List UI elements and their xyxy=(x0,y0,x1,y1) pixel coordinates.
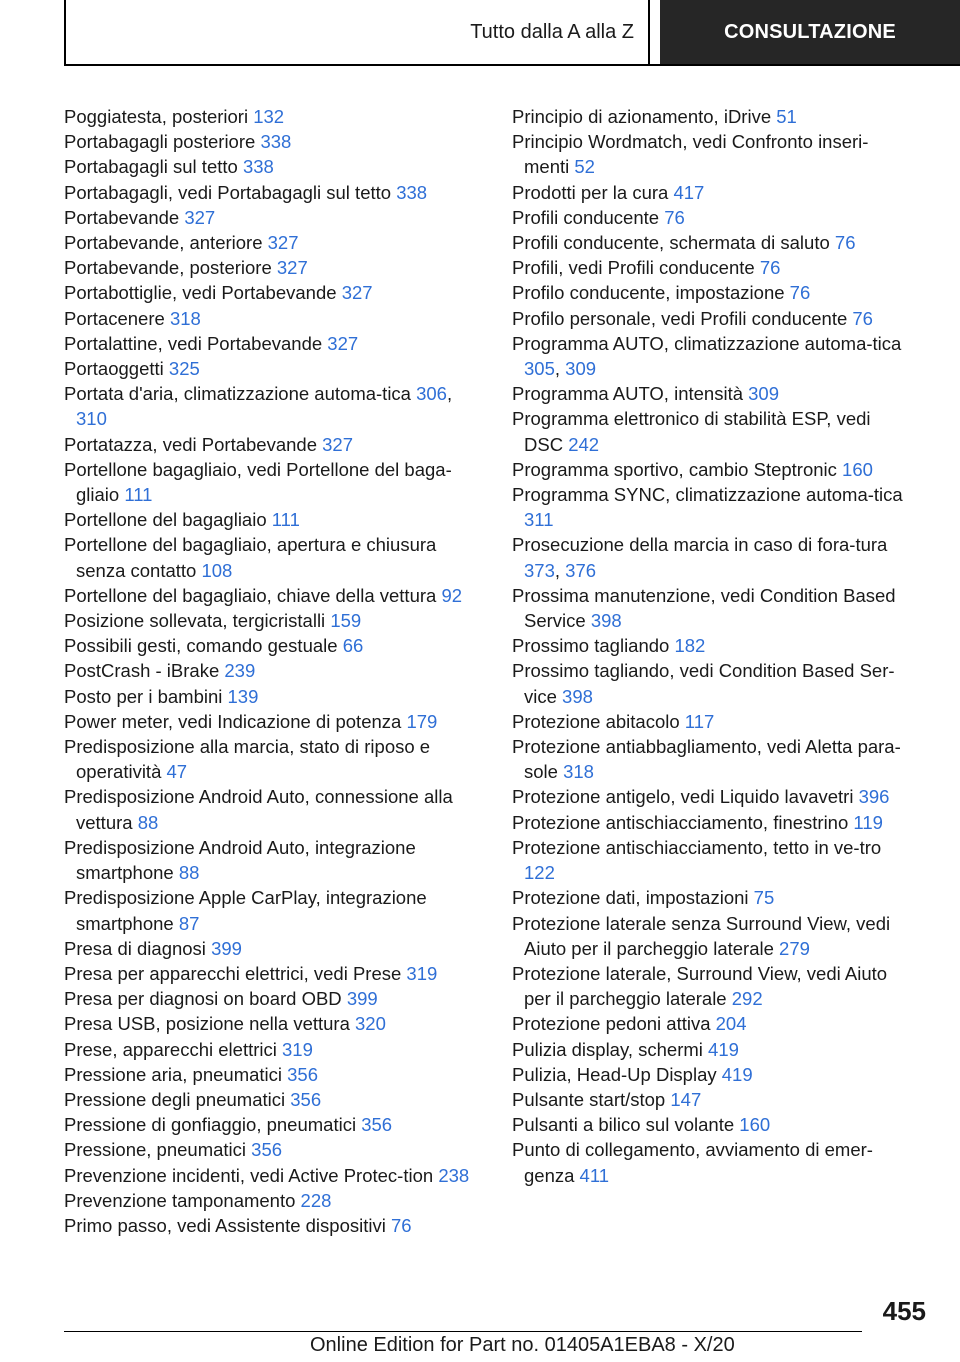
index-entry xyxy=(64,180,476,205)
index-entry-term: Predisposizione Apple CarPlay, integrazione smartphone xyxy=(64,887,427,934)
index-entry-term: Possibili gesti, comando gestuale xyxy=(64,635,338,657)
page-reference-link[interactable]: 319 xyxy=(406,962,438,984)
page-reference-link[interactable]: 396 xyxy=(858,786,890,808)
index-entry-term: Portacenere xyxy=(64,307,165,329)
index-entry xyxy=(512,835,912,885)
index-entry xyxy=(64,583,476,608)
page-reference-link[interactable]: 309 xyxy=(565,358,597,380)
page-reference-link[interactable]: 327 xyxy=(322,433,354,455)
index-entry xyxy=(512,180,912,205)
index-entry-term: Presa per diagnosi on board OBD xyxy=(64,988,342,1010)
page-reference-link[interactable]: 327 xyxy=(341,282,373,304)
page-reference-link[interactable]: 399 xyxy=(211,937,242,959)
index-entry xyxy=(64,1163,476,1188)
index-entry xyxy=(64,532,476,582)
index-entry xyxy=(512,734,912,784)
index-entry-term: Prossimo tagliando, vedi Condition Based Ser-vice xyxy=(512,660,895,707)
page-reference-link[interactable]: 310 xyxy=(76,408,107,430)
page-reference-link[interactable]: 92 xyxy=(441,584,463,606)
index-entry-term: Presa USB, posizione nella vettura xyxy=(64,1013,350,1035)
header-chapter-tab: CONSULTAZIONE xyxy=(660,0,960,64)
index-entry-term: Pressione aria, pneumatici xyxy=(64,1063,282,1085)
index-entry-term: PostCrash - iBrake xyxy=(64,660,220,682)
index-entry xyxy=(512,583,912,633)
page-reference-link[interactable]: 76 xyxy=(789,282,811,304)
page-reference-link[interactable]: 132 xyxy=(253,106,285,127)
index-entry-term: Portellone del bagagliaio, chiave della vettura xyxy=(64,584,437,606)
index-entry xyxy=(512,457,912,482)
index-entry-term: Portabevande, anteriore xyxy=(64,232,263,254)
index-entry-term: Portabevande xyxy=(64,206,180,228)
index-entry xyxy=(64,885,476,935)
index-entry-term: Portabottiglie, vedi Portabevande xyxy=(64,282,337,304)
page-reference-link[interactable]: 239 xyxy=(224,660,256,682)
index-entry-term: Prevenzione tamponamento xyxy=(64,1189,296,1211)
page-reference-link[interactable]: 338 xyxy=(242,156,274,178)
index-entry-term: Pulsante start/stop xyxy=(512,1088,666,1110)
index-column-left xyxy=(64,104,476,1238)
footer-rule xyxy=(64,1331,862,1332)
index-entry-term: Programma SYNC, climatizzazione automa-tica xyxy=(512,484,903,506)
index-entry xyxy=(512,1037,912,1062)
page-reference-link[interactable]: 119 xyxy=(853,811,883,833)
page-reference-link[interactable]: 327 xyxy=(276,257,308,279)
index-entry-term: Portabagagli posteriore xyxy=(64,131,256,153)
index-entry-term: Programma elettronico di stabilità ESP, vedi DSC xyxy=(512,408,871,455)
index-entry-term: Programma sportivo, cambio Steptronic xyxy=(512,458,837,480)
index-entry-term: Primo passo, vedi Assistente dispositivi xyxy=(64,1214,386,1236)
index-entry-term: Principio di azionamento, iDrive xyxy=(512,106,772,127)
page-reference-link[interactable]: 87 xyxy=(178,912,200,934)
page-reference-link[interactable]: 51 xyxy=(776,106,797,127)
index-entry-term: Protezione abitacolo xyxy=(512,710,680,732)
index-entry xyxy=(64,280,476,305)
index-entry xyxy=(512,406,912,456)
page-reference-link[interactable]: 318 xyxy=(169,307,201,329)
index-entry-term: Portellone del bagagliaio, apertura e chiusura senza contatto xyxy=(64,534,437,581)
page-reference-link[interactable]: 411 xyxy=(579,1164,610,1186)
index-entry-term: Poggiatesta, posteriori xyxy=(64,106,249,127)
index-entry xyxy=(64,734,476,784)
page-reference-link[interactable]: 319 xyxy=(282,1038,313,1060)
index-entry xyxy=(512,885,912,910)
page-reference-link[interactable]: 305 xyxy=(524,358,555,380)
page-reference-link[interactable]: 356 xyxy=(287,1063,319,1085)
index-entry xyxy=(64,1037,476,1062)
index-entry xyxy=(512,381,912,406)
index-entry: Portata d'aria, climatizzazione automa-tica 306, 310 xyxy=(64,383,453,430)
index-entry-term: Portaoggetti xyxy=(64,358,164,380)
page-reference-link[interactable]: 356 xyxy=(290,1088,322,1110)
header-divider xyxy=(648,0,650,66)
page-reference-link[interactable]: 66 xyxy=(342,635,364,657)
page-reference-link[interactable]: 338 xyxy=(260,131,292,153)
index-entry xyxy=(64,709,476,734)
index-entry-term: Portabagagli sul tetto xyxy=(64,156,238,178)
index-entry xyxy=(64,986,476,1011)
index-entry xyxy=(64,306,476,331)
index-entry xyxy=(64,1112,476,1137)
index-entry xyxy=(512,129,912,179)
index-entry xyxy=(64,255,476,280)
page-reference-link[interactable]: 306 xyxy=(416,383,447,405)
index-entry-term: Protezione dati, impostazioni xyxy=(512,887,749,909)
index-entry: Prosecuzione della marcia in caso di fora-tura 373, 376 xyxy=(512,534,888,581)
page-reference-link[interactable]: 373 xyxy=(524,559,555,581)
index-entry xyxy=(64,633,476,658)
index-entry-term: Profili conducente xyxy=(512,206,660,228)
page-reference-link[interactable]: 309 xyxy=(748,383,780,405)
index-entry xyxy=(512,482,912,532)
page-reference-link[interactable]: 356 xyxy=(361,1114,393,1136)
index-entry xyxy=(64,154,476,179)
index-entry-term: Programma AUTO, intensità xyxy=(512,383,743,405)
page-reference-link[interactable]: 419 xyxy=(708,1038,739,1060)
page-reference-link[interactable]: 111 xyxy=(271,509,300,531)
page-reference-link[interactable]: 52 xyxy=(574,156,595,178)
index-entry-term: Profilo conducente, impostazione xyxy=(512,282,785,304)
page-reference-link[interactable]: 327 xyxy=(184,206,216,228)
index-entry-term: Portalattine, vedi Portabevande xyxy=(64,332,323,354)
page-reference-link[interactable]: 327 xyxy=(267,232,299,254)
index-entry xyxy=(512,709,912,734)
page-reference-link[interactable]: 139 xyxy=(227,685,259,707)
page-reference-link[interactable]: 182 xyxy=(674,635,706,657)
index-entry-term: Presa di diagnosi xyxy=(64,937,206,959)
index-entry xyxy=(512,104,912,129)
page-reference-link[interactable]: 88 xyxy=(178,862,200,884)
header-section-title: Tutto dalla A alla Z xyxy=(470,20,634,43)
index-entry-term: Pressione di gonfiaggio, pneumatici xyxy=(64,1114,357,1136)
page-reference-link[interactable]: 108 xyxy=(201,559,233,581)
page-reference-link[interactable]: 76 xyxy=(759,257,781,279)
index-entry-term: Prese, apparecchi elettrici xyxy=(64,1038,277,1060)
index-entry xyxy=(64,936,476,961)
page-reference-link[interactable]: 179 xyxy=(406,710,438,732)
index-entry-term: Power meter, vedi Indicazione di potenza xyxy=(64,710,402,732)
page-reference-link[interactable]: 292 xyxy=(731,988,763,1010)
index-entry xyxy=(64,507,476,532)
index-entry xyxy=(64,608,476,633)
page-reference-link[interactable]: 398 xyxy=(562,685,593,707)
index-entry-term: Protezione antigelo, vedi Liquido lavavetri xyxy=(512,786,854,808)
index-entry xyxy=(64,230,476,255)
page-reference-link[interactable]: 76 xyxy=(390,1214,412,1236)
index-entry-term: Prosecuzione della marcia in caso di fora-tura xyxy=(512,534,888,556)
page-reference-link[interactable]: 338 xyxy=(396,181,428,203)
index-entry xyxy=(512,810,912,835)
index-entry-term: Portellone del bagagliaio xyxy=(64,509,267,531)
index-entry xyxy=(512,1087,912,1112)
page-reference-link[interactable]: 320 xyxy=(355,1013,386,1035)
page-reference-link[interactable]: 75 xyxy=(753,887,775,909)
page-reference-link[interactable]: 417 xyxy=(673,181,705,203)
index-entry-term: Predisposizione alla marcia, stato di riposo e operatività xyxy=(64,736,431,783)
index-entry xyxy=(512,1137,912,1187)
index-entry-term: Portata d'aria, climatizzazione automa-tica xyxy=(64,383,411,405)
index-entry xyxy=(512,280,912,305)
index-entry-term: Portabagagli, vedi Portabagagli sul tetto xyxy=(64,181,392,203)
index-entry-term: Predisposizione Android Auto, integrazione smartphone xyxy=(64,836,416,884)
index-entry xyxy=(512,911,912,961)
index-entry xyxy=(64,1062,476,1087)
index-entry xyxy=(64,835,476,885)
index-entry-term: Portellone bagagliaio, vedi Portellone del baga-gliaio xyxy=(64,458,452,506)
index-entry xyxy=(512,205,912,230)
index-entry xyxy=(512,961,912,1011)
header-rule xyxy=(64,64,960,66)
page-reference-link[interactable]: 76 xyxy=(852,307,873,329)
index-entry xyxy=(512,230,912,255)
index-entry-term: Protezione antiabbagliamento, vedi Aletta para-sole xyxy=(512,736,901,783)
index-entry xyxy=(512,1062,912,1087)
index-entry-term: Profili conducente, schermata di saluto xyxy=(512,232,830,254)
index-entry xyxy=(512,1112,912,1137)
page-reference-link[interactable]: 419 xyxy=(721,1063,753,1085)
index-entry-term: Prossima manutenzione, vedi Condition Based Service xyxy=(512,584,896,632)
page-reference-link[interactable]: 159 xyxy=(330,610,362,632)
index-entry-term: Portabevande, posteriore xyxy=(64,257,272,279)
index-entry-term: Posto per i bambini xyxy=(64,685,223,707)
page-reference-link[interactable]: 76 xyxy=(834,232,856,254)
index-entry xyxy=(512,658,912,708)
index-entry-term: Profilo personale, vedi Profili conducente xyxy=(512,307,848,329)
index-entry-term: Profili, vedi Profili conducente xyxy=(512,257,755,279)
index-entry-term: Prodotti per la cura xyxy=(512,181,669,203)
page-reference-link[interactable]: 228 xyxy=(300,1189,332,1211)
index-entry-term: Portatazza, vedi Portabevande xyxy=(64,433,317,455)
index-entry xyxy=(64,1213,476,1238)
page-reference-link[interactable]: 399 xyxy=(346,988,378,1010)
page-number: 455 xyxy=(882,1296,926,1326)
page-reference-link[interactable]: 122 xyxy=(524,862,555,884)
index-entry-term: Presa per apparecchi elettrici, vedi Prese xyxy=(64,962,402,984)
index-entry xyxy=(64,457,476,507)
index-entry-term: Pulsanti a bilico sul volante xyxy=(512,1114,735,1136)
index-entry xyxy=(64,784,476,834)
index-entry xyxy=(64,961,476,986)
index-entry-term: Programma AUTO, climatizzazione automa-tica xyxy=(512,332,902,354)
page-reference-link[interactable]: 356 xyxy=(251,1139,283,1161)
page-reference-link[interactable]: 160 xyxy=(739,1114,771,1136)
index-entry: Programma AUTO, climatizzazione automa-tica 305, 309 xyxy=(512,332,902,380)
index-entry-term: Principio Wordmatch, vedi Confronto inseri-menti xyxy=(512,131,869,178)
page-reference-link[interactable]: 111 xyxy=(124,484,153,506)
index-entry-term: Pulizia display, schermi xyxy=(512,1038,703,1060)
index-entry-term: Pulizia, Head-Up Display xyxy=(512,1063,717,1085)
index-entry-term: Predisposizione Android Auto, connessione alla vettura xyxy=(64,786,453,833)
index-entry-term: Protezione laterale, Surround View, vedi Aiuto per il parcheggio laterale xyxy=(512,962,888,1010)
page-reference-link[interactable]: 398 xyxy=(590,610,622,632)
index-entry xyxy=(512,255,912,280)
index-entry xyxy=(64,1188,476,1213)
page-reference-link[interactable]: 204 xyxy=(715,1013,747,1035)
index-entry xyxy=(64,1137,476,1162)
index-entry-term: Posizione sollevata, tergicristalli xyxy=(64,610,326,632)
index-entry-term: Prevenzione incidenti, vedi Active Protec-tion xyxy=(64,1164,434,1186)
page-reference-link[interactable]: 238 xyxy=(438,1164,470,1186)
page-reference-link[interactable]: 76 xyxy=(664,206,685,228)
page-reference-link[interactable]: 327 xyxy=(327,332,359,354)
page-reference-link[interactable]: 147 xyxy=(670,1088,702,1110)
index-entry-term: Protezione laterale senza Surround View, vedi Aiuto per il parcheggio laterale xyxy=(512,912,891,959)
index-entry-term: Pressione degli pneumatici xyxy=(64,1088,286,1110)
index-entry xyxy=(512,306,912,331)
index-entry xyxy=(64,432,476,457)
page-reference-link[interactable]: 160 xyxy=(842,458,873,480)
page-reference-link[interactable]: 318 xyxy=(563,761,594,783)
index-entry xyxy=(64,684,476,709)
index-column-right xyxy=(512,104,912,1188)
index-entry xyxy=(64,356,476,381)
index-entry xyxy=(512,784,912,809)
index-entry xyxy=(64,1011,476,1036)
index-entry-term: Protezione antischiacciamento, tetto in ve-tro xyxy=(512,836,882,858)
page-reference-link[interactable]: 376 xyxy=(565,559,597,581)
index-entry xyxy=(512,1011,912,1036)
index-entry xyxy=(64,104,476,129)
page-reference-link[interactable]: 88 xyxy=(137,811,159,833)
index-entry xyxy=(64,331,476,356)
page-reference-link[interactable]: 311 xyxy=(524,509,554,531)
index-entry xyxy=(64,658,476,683)
page-reference-link[interactable]: 47 xyxy=(166,761,188,783)
index-entry xyxy=(64,1087,476,1112)
index-entry xyxy=(64,129,476,154)
index-entry-term: Protezione pedoni attiva xyxy=(512,1013,711,1035)
page-reference-link[interactable]: 325 xyxy=(168,358,200,380)
page-reference-link[interactable]: 279 xyxy=(779,937,810,959)
page-reference-link[interactable]: 117 xyxy=(684,710,715,732)
index-entry xyxy=(512,633,912,658)
index-entry-term: Prossimo tagliando xyxy=(512,635,670,657)
index-entry-term: Pressione, pneumatici xyxy=(64,1139,247,1161)
index-entry-term: Punto di collegamento, avviamento di emer-genza xyxy=(512,1139,873,1186)
index-entry xyxy=(64,205,476,230)
footer-edition-text: Online Edition for Part no. 01405A1EBA8 - X/20 xyxy=(310,1334,735,1356)
page-reference-link[interactable]: 242 xyxy=(568,433,600,455)
index-entry-term: Protezione antischiacciamento, finestrino xyxy=(512,811,849,833)
